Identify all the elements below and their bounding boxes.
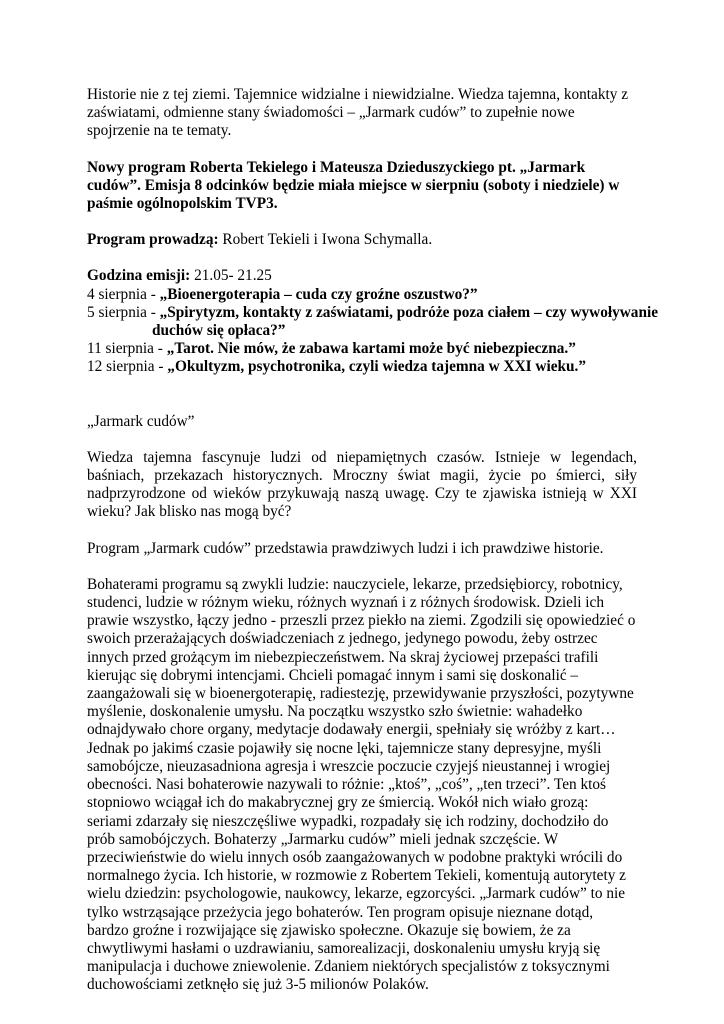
schedule-date: 11 sierpnia - (87, 340, 167, 358)
schedule-title: „Spirytyzm, kontakty z zaświatami, podróże poza ciałem – czy wywoływanie (159, 303, 658, 321)
body-paragraph-3: Bohaterami programu są zwykli ludzie: nauczyciele, lekarze, przedsiębiorcy, robotnicy, studenci, ludzie w różnym wieku, różnych wyznań i z różnych środowisk. Dzieli ich prawie wszystko, łączy jedno - przeszli przez piekło na ziemi. Zgodzili się opowiedzieć o swoich przerażających doświadczeniach z jednego, jedynego powodu, żeby ostrzec innych przed grożącym im niebezpieczeństwem. Na skraj życiowej przepaści trafili kierując się dobrymi intencjami. Chcieli pomagać innym i sami się doskonalić – zaangażowali się w bioenergoterapię, radiestezję, przewidywanie przyszłości, pozytywne myślenie, doskonalenie umysłu. Na początku wszystko szło świetnie: wahadełko odnajdywało chore organy, medytacje dodawały energii, spełniały się wróżby z kart… Jednak po jakimś czasie pojawiły się nocne lęki, tajemnicze stany depresyjne, myśli samobójcze, nieuzasadniona agresja i wreszcie poczucie czyjejś nieustannej i wrogiej obecności. Nasi bohaterowie nazywali to różnie: „ktoś”, „coś”, „ten trzeci”. Ten ktoś stopniowo wciągał ich do makabrycznej gry ze śmiercią. Wokół nich wiało grozą: seriami zdarzały się nieszczęśliwe wypadki, rozpadały się ich rodziny, dochodziło do prób samobójczych. Bohaterzy „Jarmarku cudów” mieli jednak szczęście. W przeciwieństwie do wielu innych osób zaangażowanych w podobne praktyki wrócili do normalnego życia. Ich historie, w rozmowie z Robertem Tekieli, komentują autorytety z wielu dziedzin: psychologowie, naukowcy, lekarze, egzorcyści. „Jarmark cudów” to nie tylko wstrząsające przeżycia jego bohaterów. Ten program opisuje nieznane dotąd, bardzo groźne i rozwijające się zjawisko społeczne. Okazuje się bowiem, że za chwytliwymi hasłami o uzdrawianiu, samorealizacji, doskonaleniu umysłu kryją się manipulacja i duchowe zniewolenie. Zdaniem niektórych specjalistów z toksycznymi duchowościami zetknęło się już 3-5 milionów Polaków. (87, 575, 636, 994)
document-page (87, 86, 658, 995)
schedule-item-continuation (87, 322, 637, 340)
intro-paragraph: Historie nie z tej ziemi. Tajemnice widzialne i niewidzialne. Wiedza tajemna, kontakty z zaświatami, odmienne stany świadomości – „Jarmark cudów” to zupełnie nowe spojrzenie na te tematy. (87, 86, 629, 140)
schedule-title: „Okultyzm, psychotronika, czyli wiedza tajemna w XXI wieku.” (167, 358, 586, 376)
section-title: „Jarmark cudów” (87, 412, 195, 430)
schedule-date: 5 sierpnia - (87, 303, 160, 321)
body-paragraph-1: Wiedza tajemna fascynuje ludzi od niepamiętnych czasów. Istnieje w legendach, baśniach, przekazach historycznych. Mroczny świat magii, życie po śmierci, siły nadprzyrodzone od wieków przykuwają naszą uwagę. Czy te zjawiska istnieją w XXI wieku? Jak blisko nas mogą być? (87, 448, 637, 521)
airtime-label: Godzina emisji: (87, 267, 191, 285)
schedule-item (87, 303, 658, 322)
schedule-title: „Tarot. Nie mów, że zabawa kartami może być niebezpieczna.” (166, 340, 576, 358)
schedule-item (87, 340, 637, 358)
body-paragraph-2: Program „Jarmark cudów” przedstawia prawdziwych ludzi i ich prawdziwe historie. (87, 539, 604, 557)
hosts-line (87, 231, 637, 249)
announcement-text: Nowy program Roberta Tekielego i Mateusza Dzieduszyckiego pt. „Jarmark cudów”. Emisja 8 odcinków będzie miała miejsce w sierpniu (soboty i niedziele) w paśmie ogólnopolskim TVP3. (87, 158, 620, 213)
schedule-date: 4 sierpnia - (87, 285, 160, 303)
hosts-label: Program prowadzą: (87, 231, 219, 249)
schedule-item (87, 286, 637, 304)
airtime-value: 21.05- 21.25 (190, 267, 272, 285)
schedule-title: „Bioenergoterapia – cuda czy groźne oszustwo?” (159, 285, 478, 303)
hosts-value: Robert Tekieli i Iwona Schymalla. (218, 231, 433, 249)
schedule-title-cont: duchów się opłaca?” (152, 322, 286, 340)
schedule-item (87, 358, 637, 376)
airtime-line (87, 267, 637, 285)
schedule-date: 12 sierpnia - (87, 358, 168, 376)
announcement-paragraph (87, 159, 637, 214)
